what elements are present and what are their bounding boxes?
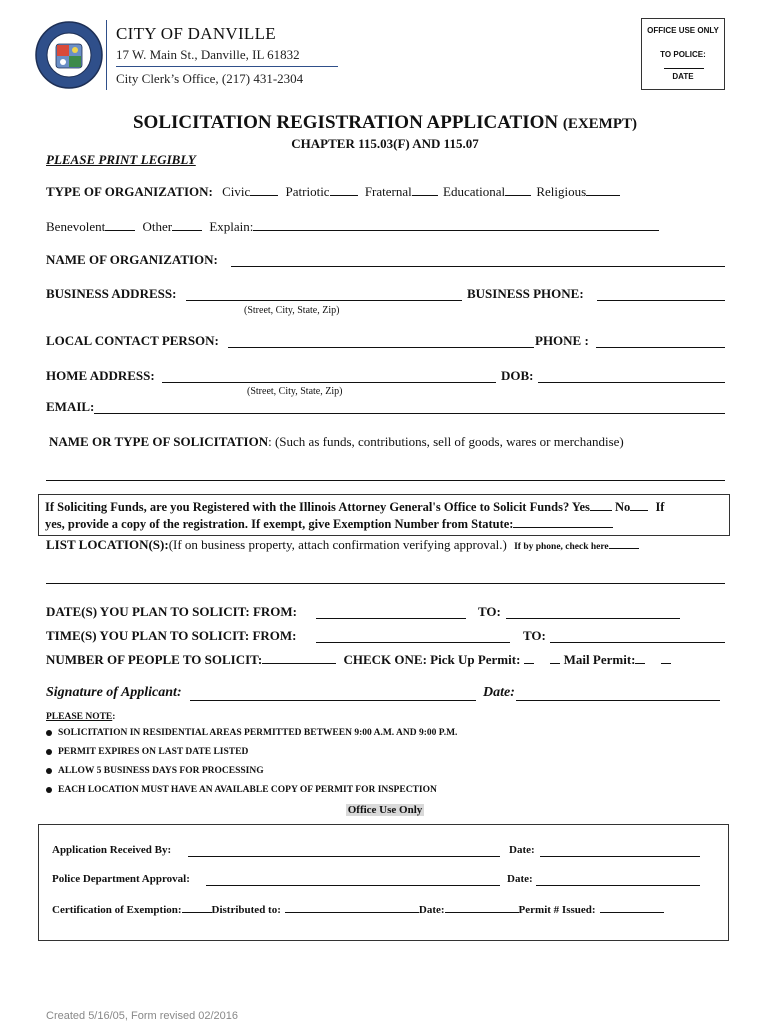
form-title-main: SOLICITATION REGISTRATION APPLICATION [132, 112, 559, 133]
signature-input[interactable] [190, 700, 476, 701]
bullet-icon [46, 730, 52, 736]
cert-row [52, 902, 664, 916]
solicitation-input[interactable] [46, 480, 725, 481]
solicitation-row [49, 434, 624, 450]
locations-label: LIST LOCATION(S): [46, 537, 169, 552]
local-contact-input[interactable] [228, 347, 534, 348]
explain-blank[interactable] [253, 220, 659, 231]
option-civic: Civic [222, 184, 251, 199]
police-date-input[interactable] [536, 885, 700, 886]
bullet-icon [46, 749, 52, 755]
contact-phone-input[interactable] [596, 347, 725, 348]
received-by-label: Application Received By: [52, 844, 172, 856]
times-to-label: TO: [523, 628, 546, 643]
to-police-label: TO POLICE: [660, 50, 706, 59]
email-label: EMAIL: [46, 399, 95, 414]
header-divider [106, 20, 107, 90]
option-patriotic: Patriotic [285, 184, 330, 199]
pickup-permit-blank[interactable] [524, 653, 534, 664]
people-label: NUMBER OF PEOPLE TO SOLICIT: [46, 652, 263, 667]
form-title [0, 112, 770, 134]
option-religious: Religious [536, 184, 587, 199]
signature-date-label: Date: [483, 685, 515, 700]
email-input[interactable] [94, 413, 725, 414]
chapter-ref: CHAPTER 115.03(F) AND 115.07 [291, 136, 479, 151]
police-date-label: Date: [507, 873, 533, 885]
attorney-general-box [38, 494, 730, 536]
org-name-label: NAME OF ORGANIZATION: [46, 252, 218, 267]
ag-exemption-text: yes, provide a copy of the registration. If exempt, give Exemption Number from Statute: [45, 517, 514, 531]
people-input[interactable] [262, 653, 336, 664]
note-text: PERMIT EXPIRES ON LAST DATE LISTED [58, 747, 249, 757]
office-use-box [641, 18, 725, 90]
city-seal [34, 20, 104, 90]
received-date-label: Date: [509, 844, 535, 856]
locations-row [46, 537, 639, 553]
please-note-text: PLEASE NOTE [46, 712, 113, 722]
cert-exemption-input[interactable] [182, 902, 212, 913]
ag-no-blank[interactable] [630, 500, 648, 511]
org-name-input[interactable] [231, 266, 725, 267]
office-use-title: OFFICE USE ONLY [647, 26, 719, 35]
times-to-input[interactable] [550, 642, 725, 643]
business-address-input[interactable] [186, 300, 462, 301]
note-item [46, 766, 457, 785]
locations-input[interactable] [46, 583, 725, 584]
received-by-input[interactable] [188, 856, 500, 857]
times-from-input[interactable] [316, 642, 510, 643]
pickup-permit-blank-2[interactable] [550, 653, 560, 664]
dob-input[interactable] [538, 382, 725, 383]
business-phone-input[interactable] [597, 300, 725, 301]
please-note-heading [46, 712, 115, 722]
permit-issued-label: Permit # Issued: [518, 904, 596, 916]
header-address: 17 W. Main St., Danville, IL 61832 [116, 47, 300, 62]
distributed-to-input[interactable] [285, 902, 419, 913]
org-type-row-2 [46, 219, 659, 235]
police-approval-label: Police Department Approval: [52, 873, 190, 885]
mail-permit-blank[interactable] [635, 653, 645, 664]
please-note-colon: : [112, 712, 116, 722]
cert-date-input[interactable] [445, 902, 519, 913]
explain-label: Explain: [209, 219, 254, 234]
header-rule [116, 66, 338, 67]
option-fraternal: Fraternal [364, 184, 412, 199]
people-row [46, 652, 671, 668]
civic-blank[interactable] [250, 185, 278, 196]
office-use-only-label [0, 800, 770, 818]
patriotic-blank[interactable] [330, 185, 358, 196]
signature-label: Signature of Applicant: [46, 685, 182, 700]
cert-exemption-label: Certification of Exemption: [52, 904, 182, 916]
permit-issued-input[interactable] [600, 902, 664, 913]
dates-to-label: TO: [478, 604, 501, 619]
police-approval-input[interactable] [206, 885, 500, 886]
ag-no: No [615, 500, 631, 514]
business-phone-label: BUSINESS PHONE: [467, 286, 584, 301]
exemption-number-input[interactable] [513, 517, 613, 528]
date-label: DATE [672, 72, 694, 81]
form-title-exempt: (EXEMPT) [562, 116, 638, 132]
bullet-icon [46, 768, 52, 774]
office-use-only-text: Office Use Only [347, 804, 423, 816]
local-contact-label: LOCAL CONTACT PERSON: [46, 333, 219, 348]
contact-phone-label: PHONE : [535, 333, 589, 348]
cert-date-label: Date: [418, 904, 445, 916]
mail-permit-blank-2[interactable] [661, 653, 671, 664]
ag-yes-blank[interactable] [590, 500, 612, 511]
educational-blank[interactable] [505, 185, 531, 196]
distributed-to-label: Distributed to: [211, 904, 281, 916]
ag-line-2 [45, 517, 613, 532]
solicitation-label: NAME OR TYPE OF SOLICITATION [49, 434, 269, 449]
note-text: ALLOW 5 BUSINESS DAYS FOR PROCESSING [58, 766, 264, 776]
fraternal-blank[interactable] [412, 185, 438, 196]
dates-to-input[interactable] [506, 618, 680, 619]
signature-date-input[interactable] [516, 700, 720, 701]
city-name: CITY OF DANVILLE [116, 24, 276, 43]
ag-if: If [655, 500, 665, 514]
home-address-input[interactable] [162, 382, 496, 383]
option-other: Other [142, 219, 173, 234]
benevolent-blank[interactable] [105, 220, 135, 231]
option-educational: Educational [443, 184, 506, 199]
dob-label: DOB: [501, 368, 534, 383]
check-one-label: CHECK ONE: Pick Up Permit: [343, 652, 521, 667]
locations-hint: (If on business property, attach confirmation verifying approval.) [168, 537, 507, 552]
org-type-label: TYPE OF ORGANIZATION [46, 184, 209, 199]
solicitation-hint: : (Such as funds, contributions, sell of goods, wares or merchandise) [268, 434, 624, 449]
dates-from-input[interactable] [316, 618, 466, 619]
phone-check-blank[interactable] [609, 538, 639, 549]
notes-list [46, 728, 457, 804]
print-legibly: PLEASE PRINT LEGIBLY [46, 152, 196, 167]
org-type-row: TYPE OF ORGANIZATION: Civic Patriotic Fraternal Educational Religious [46, 184, 620, 200]
business-address-label: BUSINESS ADDRESS: [46, 286, 177, 301]
other-blank[interactable] [172, 220, 202, 231]
ag-line-1 [45, 500, 664, 515]
phone-check-hint: If by phone, check here [514, 542, 609, 552]
note-item [46, 747, 457, 766]
received-date-input[interactable] [540, 856, 700, 857]
home-address-label: HOME ADDRESS: [46, 368, 155, 383]
ag-question: If Soliciting Funds, are you Registered with the Illinois Attorney General's Office to Solicit Funds? Yes [45, 500, 590, 514]
mail-permit-label: Mail Permit: [563, 652, 636, 667]
note-item [46, 728, 457, 747]
home-address-hint: (Street, City, State, Zip) [247, 386, 343, 397]
office-rule [664, 68, 704, 69]
business-address-hint: (Street, City, State, Zip) [244, 305, 340, 316]
times-from-label: TIME(S) YOU PLAN TO SOLICIT: FROM: [46, 628, 297, 643]
option-benevolent: Benevolent [46, 219, 106, 234]
note-text: EACH LOCATION MUST HAVE AN AVAILABLE COPY OF PERMIT FOR INSPECTION [58, 785, 437, 795]
religious-blank[interactable] [586, 185, 620, 196]
bullet-icon [46, 787, 52, 793]
footer-created: Created 5/16/05, Form revised 02/2016 [46, 1010, 239, 1022]
dates-from-label: DATE(S) YOU PLAN TO SOLICIT: FROM: [46, 604, 297, 619]
note-text: SOLICITATION IN RESIDENTIAL AREAS PERMITTED BETWEEN 9:00 A.M. AND 9:00 P.M. [58, 728, 458, 738]
clerk-office: City Clerk’s Office, (217) 431-2304 [116, 71, 304, 86]
